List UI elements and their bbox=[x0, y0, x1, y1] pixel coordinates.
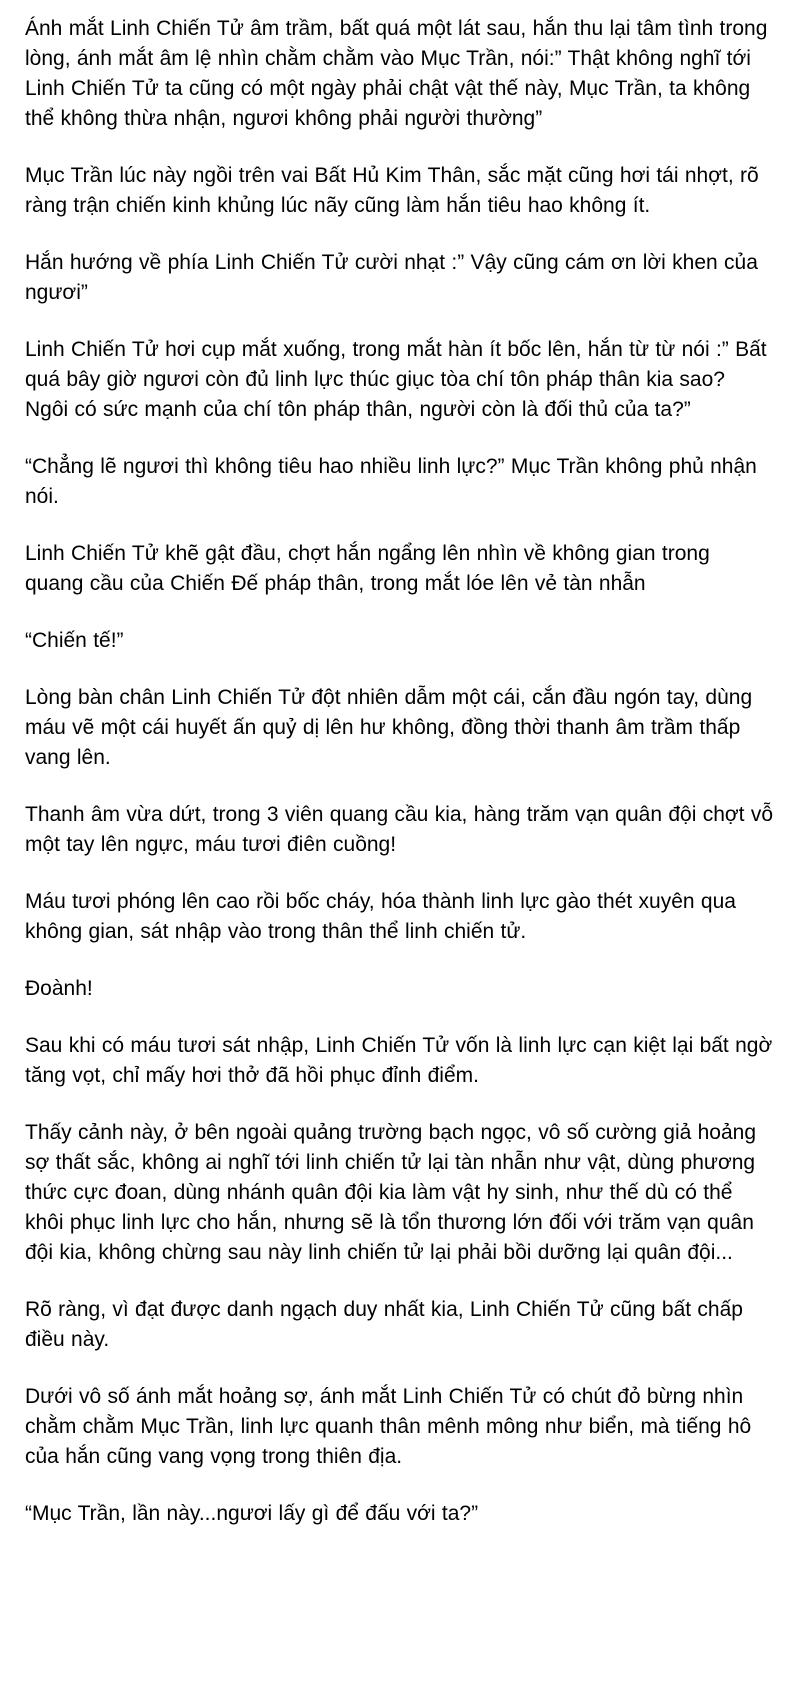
paragraph-9: Thanh âm vừa dứt, trong 3 viên quang cầu kia, hàng trăm vạn quân đội chợt vỗ một tay lên ngực, máu tươi điên cuồng! bbox=[25, 803, 773, 856]
paragraph-5: “Chẳng lẽ ngươi thì không tiêu hao nhiều linh lực?” Mục Trần không phủ nhận nói. bbox=[25, 455, 757, 508]
paragraph-2: Mục Trần lúc này ngồi trên vai Bất Hủ Kim Thân, sắc mặt cũng hơi tái nhợt, rõ ràng trận chiến kinh khủng lúc nãy cũng làm hắn tiêu hao không ít. bbox=[25, 164, 759, 217]
paragraph-14: Rõ ràng, vì đạt được danh ngạch duy nhất kia, Linh Chiến Tử cũng bất chấp điều này. bbox=[25, 1298, 743, 1351]
paragraph-7: “Chiến tế!” bbox=[25, 629, 124, 652]
paragraph-6: Linh Chiến Tử khẽ gật đầu, chợt hắn ngẩng lên nhìn về không gian trong quang cầu của Chiến Đế pháp thân, trong mắt lóe lên vẻ tàn nhẫn bbox=[25, 542, 710, 595]
paragraph-16: “Mục Trần, lần này...ngươi lấy gì để đấu với ta?” bbox=[25, 1502, 479, 1525]
paragraph-8: Lòng bàn chân Linh Chiến Tử đột nhiên dẫm một cái, cắn đầu ngón tay, dùng máu vẽ một cái huyết ấn quỷ dị lên hư không, đồng thời thanh âm trầm thấp vang lên. bbox=[25, 686, 753, 769]
paragraph-1: Ánh mắt Linh Chiến Tử âm trầm, bất quá một lát sau, hắn thu lại tâm tình trong lòng, ánh mắt âm lệ nhìn chằm chằm vào Mục Trần, nói:” Thật không nghĩ tới Linh Chiến Tử ta cũng có một ngày phải chật vật thế này, Mục Trần, ta không thể không thừa nhận, ngươi không phải người thường” bbox=[25, 17, 768, 130]
paragraph-15: Dưới vô số ánh mắt hoảng sợ, ánh mắt Linh Chiến Tử có chút đỏ bừng nhìn chằm chằm Mục Trần, linh lực quanh thân mênh mông như biển, mà tiếng hô của hắn cũng vang vọng trong thiên địa. bbox=[25, 1385, 752, 1468]
paragraph-3: Hắn hướng về phía Linh Chiến Tử cười nhạt :” Vậy cũng cám ơn lời khen của ngươi” bbox=[25, 251, 758, 304]
paragraph-13: Thấy cảnh này, ở bên ngoài quảng trường bạch ngọc, vô số cường giả hoảng sợ thất sắc, không ai nghĩ tới linh chiến tử lại tàn nhẫn như vật, dùng phương thức cực đoan, dùng nhánh quân đội kia làm vật hy sinh, như thế dù có thể khôi phục linh lực cho hắn, nhưng sẽ là tổn thương lớn đối với trăm vạn quân đội kia, không chừng sau này linh chiến tử lại phải bồi dưỡng lại quân đội... bbox=[25, 1121, 757, 1264]
paragraph-12: Sau khi có máu tươi sát nhập, Linh Chiến Tử vốn là linh lực cạn kiệt lại bất ngờ tăng vọt, chỉ mấy hơi thở đã hồi phục đỉnh điểm. bbox=[25, 1034, 773, 1087]
paragraph-4: Linh Chiến Tử hơi cụp mắt xuống, trong mắt hàn ít bốc lên, hắn từ từ nói :” Bất quá bây giờ ngươi còn đủ linh lực thúc giục tòa chí tôn pháp thân kia sao? Ngôi có sức mạnh của chí tôn pháp thân, người còn là đối thủ của ta?” bbox=[25, 338, 767, 421]
paragraph-10: Máu tươi phóng lên cao rồi bốc cháy, hóa thành linh lực gào thét xuyên qua không gian, sát nhập vào trong thân thể linh chiến tử. bbox=[25, 890, 736, 943]
paragraph-11: Đoành! bbox=[25, 977, 93, 1000]
